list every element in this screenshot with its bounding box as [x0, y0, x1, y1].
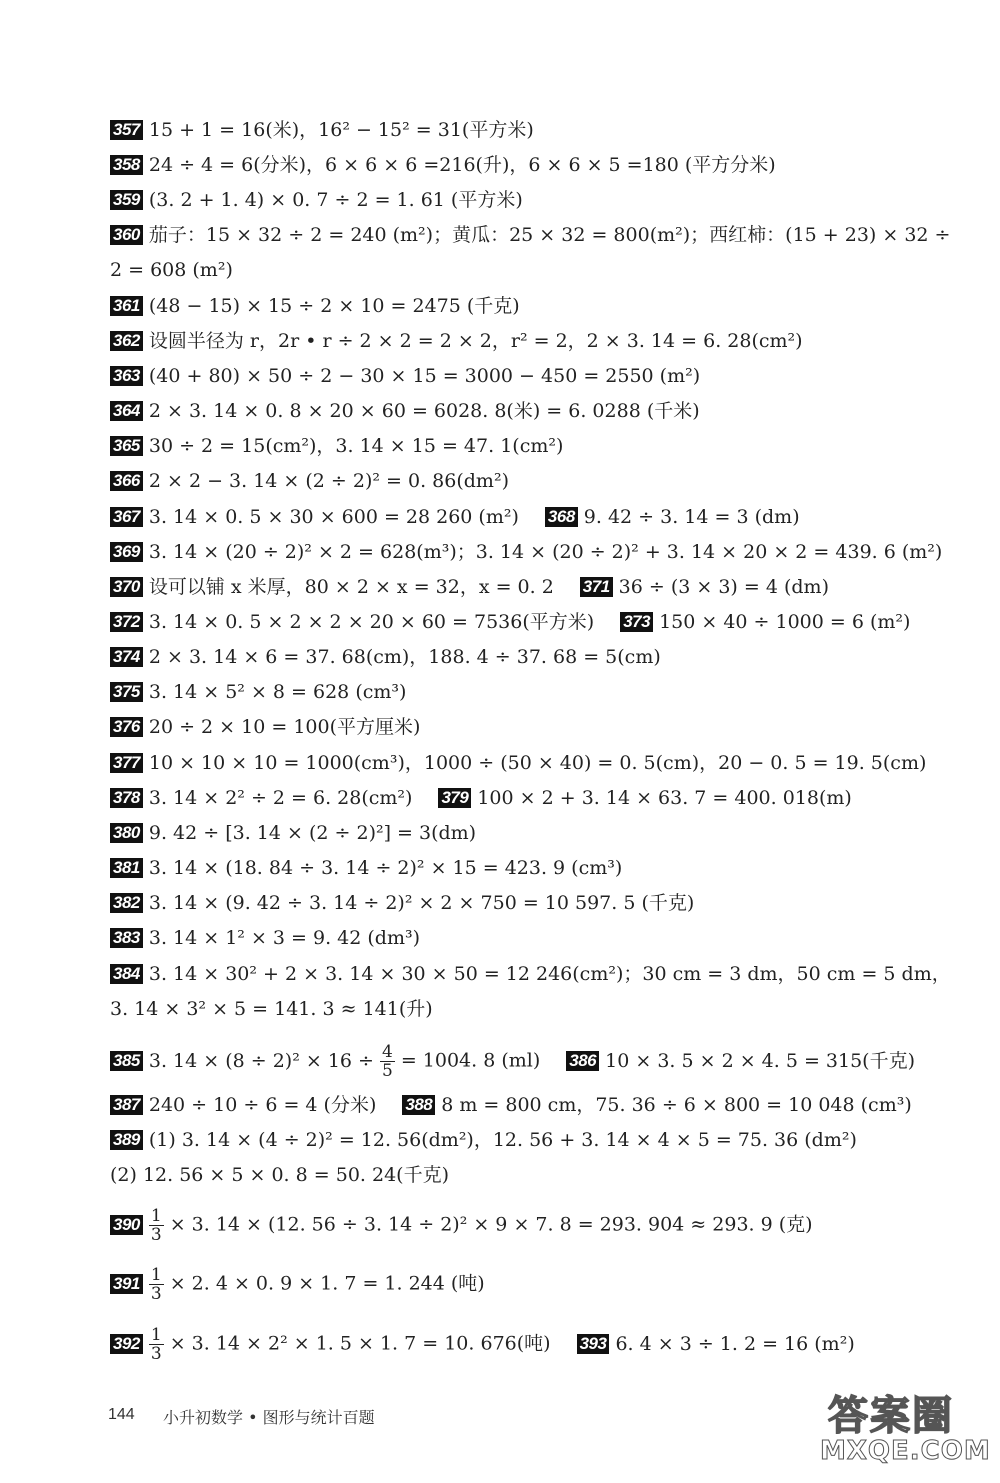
question-number-badge: 387 — [110, 1095, 143, 1115]
watermark-url: MXQE.COM — [820, 1436, 991, 1466]
answer-item — [566, 1048, 915, 1074]
answer-text: (48 − 15) × 15 ÷ 2 × 10 = 2475 (千克) — [148, 295, 520, 317]
answer-item — [110, 1127, 857, 1153]
answer-text: (2) 12. 56 × 5 × 0. 8 = 50. 24(千克) — [110, 1164, 449, 1186]
answer-line — [110, 855, 622, 881]
answer-item — [110, 468, 509, 494]
answer-item — [110, 750, 926, 776]
question-number-badge: 370 — [110, 577, 143, 597]
answer-text: 6. 4 × 3 ÷ 1. 2 = 16 (m²) — [615, 1332, 855, 1355]
answer-text: 24 ÷ 4 = 6(分米)，6 × 6 × 6 =216(升)，6 × 6 × 5 =180 (平方分米) — [148, 154, 776, 176]
answer-item — [110, 574, 554, 600]
question-number-badge: 374 — [110, 647, 143, 667]
answer-item — [110, 855, 622, 881]
answer-item — [110, 363, 700, 389]
answer-item — [110, 222, 950, 248]
question-number-badge: 375 — [110, 682, 143, 702]
answer-text: × 3. 14 × (12. 56 ÷ 3. 14 ÷ 2)² × 9 × 7. 8 = 293. 904 ≈ 293. 9 (克) — [169, 1213, 813, 1236]
answer-line — [110, 750, 926, 776]
answer-text: 30 ÷ 2 = 15(cm²)，3. 14 × 15 = 47. 1(cm²) — [148, 435, 564, 457]
answer-line — [110, 644, 661, 670]
answer-text: 36 ÷ (3 × 3) = 4 (dm) — [618, 576, 829, 598]
answer-item — [110, 257, 233, 283]
fraction-denominator: 3 — [150, 1284, 162, 1304]
question-number-badge: 362 — [110, 331, 143, 351]
answer-item — [110, 1092, 376, 1118]
question-number-badge: 357 — [110, 120, 143, 140]
answer-text-prefix: 3. 14 × (8 ÷ 2)² × 16 ÷ — [148, 1049, 374, 1072]
watermark-text: 答案圈 — [828, 1393, 954, 1439]
question-number-badge: 367 — [110, 507, 143, 527]
question-number-badge: 377 — [110, 753, 143, 773]
answer-line — [110, 820, 476, 846]
answer-text: 8 m = 800 cm，75. 36 ÷ 6 × 800 = 10 048 (cm³) — [441, 1094, 912, 1116]
question-number-badge: 369 — [110, 542, 143, 562]
answer-line — [110, 328, 803, 354]
answer-text: 3. 14 × (9. 42 ÷ 3. 14 ÷ 2)² × 2 × 750 = 10 597. 5 (千克) — [148, 892, 695, 914]
answer-text: × 2. 4 × 0. 9 × 1. 7 = 1. 244 (吨) — [169, 1272, 485, 1295]
answer-item — [110, 1043, 540, 1080]
answer-text: 设圆半径为 r，2r • r ÷ 2 × 2 = 2 × 2，r² = 2，2 × 3. 14 = 6. 28(cm²) — [148, 330, 803, 352]
answer-text: 3. 14 × 0. 5 × 30 × 600 = 28 260 (m²) — [148, 506, 519, 528]
question-number-badge: 390 — [110, 1215, 143, 1235]
answer-line — [110, 1162, 449, 1188]
answer-line — [110, 539, 942, 565]
answer-text: 150 × 40 ÷ 1000 = 6 (m²) — [659, 611, 911, 633]
answer-item — [110, 293, 520, 319]
answer-item — [110, 996, 433, 1022]
answer-item — [110, 925, 420, 951]
answer-line — [110, 1325, 855, 1364]
answer-item — [110, 539, 942, 565]
answer-text: 3. 14 × 0. 5 × 2 × 2 × 20 × 60 = 7536(平方米) — [148, 611, 595, 633]
question-number-badge: 359 — [110, 190, 143, 210]
answer-line — [110, 117, 534, 143]
answer-text: 茄子：15 × 32 ÷ 2 = 240 (m²)；黄瓜：25 × 32 = 800(m²)；西红柿：(15 + 23) × 32 ÷ — [148, 224, 951, 246]
answer-text: (40 + 80) × 50 ÷ 2 − 30 × 15 = 3000 − 450 = 2550 (m²) — [148, 365, 701, 387]
answer-text: 2 × 3. 14 × 6 = 37. 68(cm)，188. 4 ÷ 37. 68 = 5(cm) — [148, 646, 661, 668]
answer-line — [110, 609, 910, 635]
watermark-logo — [820, 1384, 990, 1474]
question-number-badge: 363 — [110, 366, 143, 386]
book-title: 小升初数学 • 图形与统计百题 — [163, 1408, 375, 1427]
answer-line — [110, 222, 950, 248]
answer-text: (1) 3. 14 × (4 ÷ 2)² = 12. 56(dm²)，12. 56 + 3. 14 × 4 × 5 = 75. 36 (dm²) — [148, 1129, 857, 1151]
answer-text: 10 × 3. 5 × 2 × 4. 5 = 315(千克) — [605, 1049, 916, 1072]
fraction-numerator: 4 — [381, 1042, 393, 1062]
answer-text: 20 ÷ 2 × 10 = 100(平方厘米) — [148, 716, 421, 738]
answer-text: × 3. 14 × 2² × 1. 5 × 1. 7 = 10. 676(吨) — [169, 1332, 551, 1355]
answer-item — [110, 187, 523, 213]
answer-item — [110, 433, 563, 459]
answer-item — [110, 820, 476, 846]
question-number-badge: 389 — [110, 1130, 143, 1150]
answer-text: (3. 2 + 1. 4) × 0. 7 ÷ 2 = 1. 61 (平方米) — [148, 189, 523, 211]
answer-item — [545, 504, 800, 530]
answer-text: 3. 14 × 5² × 8 = 628 (cm³) — [148, 681, 407, 703]
answer-item — [110, 714, 420, 740]
answer-line — [110, 257, 233, 283]
question-number-badge: 384 — [110, 964, 143, 984]
answer-text: 3. 14 × 30² + 2 × 3. 14 × 30 × 50 = 12 246(cm²)；30 cm = 3 dm，50 cm = 5 dm， — [148, 963, 951, 985]
fraction-numerator: 1 — [150, 1206, 162, 1226]
question-number-badge: 386 — [566, 1051, 599, 1071]
question-number-badge: 372 — [110, 612, 143, 632]
answer-line — [110, 468, 509, 494]
answer-line — [110, 961, 951, 987]
fraction-denominator: 3 — [150, 1225, 162, 1245]
question-number-badge: 385 — [110, 1051, 143, 1071]
answer-item — [110, 1266, 485, 1303]
answer-line — [110, 679, 406, 705]
answer-item — [577, 1331, 855, 1357]
answer-line — [110, 925, 420, 951]
fraction-denominator: 5 — [381, 1061, 393, 1081]
answer-item — [110, 1207, 813, 1244]
question-number-badge: 391 — [110, 1274, 143, 1294]
answer-line — [110, 293, 520, 319]
answer-text: 3. 14 × 2² ÷ 2 = 6. 28(cm²) — [148, 787, 413, 809]
fraction — [149, 1326, 164, 1363]
fraction — [149, 1207, 164, 1244]
page-number: 144 — [108, 1406, 135, 1423]
answer-item — [110, 117, 534, 143]
answer-text: 15 + 1 = 16(米)，16² − 15² = 31(平方米) — [148, 119, 534, 141]
answer-item — [110, 644, 661, 670]
question-number-badge: 382 — [110, 893, 143, 913]
answer-item — [110, 152, 776, 178]
answer-item — [438, 785, 851, 811]
answer-text: 9. 42 ÷ 3. 14 = 3 (dm) — [583, 506, 800, 528]
question-number-badge: 381 — [110, 858, 143, 878]
answer-text: 2 × 3. 14 × 0. 8 × 20 × 60 = 6028. 8(米) = 6. 0288 (千米) — [148, 400, 700, 422]
answer-line — [110, 187, 523, 213]
question-number-badge: 368 — [545, 507, 578, 527]
answer-text: 10 × 10 × 10 = 1000(cm³)，1000 ÷ (50 × 40) = 0. 5(cm)，20 − 0. 5 = 19. 5(cm) — [148, 752, 927, 774]
answer-text: 3. 14 × (20 ÷ 2)² × 2 = 628(m³)；3. 14 × (20 ÷ 2)² + 3. 14 × 20 × 2 = 439. 6 (m²) — [148, 541, 943, 563]
question-number-badge: 376 — [110, 717, 143, 737]
question-number-badge: 393 — [577, 1334, 610, 1354]
question-number-badge: 380 — [110, 823, 143, 843]
answer-text: 设可以铺 x 米厚，80 × 2 × x = 32，x = 0. 2 — [148, 576, 554, 598]
question-number-badge: 360 — [110, 225, 143, 245]
answer-line — [110, 714, 420, 740]
question-number-badge: 379 — [438, 788, 471, 808]
fraction — [149, 1266, 164, 1303]
answer-item — [110, 504, 519, 530]
answer-line — [110, 996, 433, 1022]
question-number-badge: 373 — [620, 612, 653, 632]
answer-item — [110, 679, 406, 705]
answer-line — [110, 785, 852, 811]
answer-text: 9. 42 ÷ [3. 14 × (2 ÷ 2)²] = 3(dm) — [148, 822, 477, 844]
answer-item — [402, 1092, 911, 1118]
answer-line — [110, 1206, 813, 1245]
question-number-badge: 371 — [580, 577, 613, 597]
fraction-denominator: 3 — [150, 1344, 162, 1364]
answer-item — [110, 785, 412, 811]
answer-line — [110, 1127, 857, 1153]
answer-item — [110, 398, 700, 424]
answer-text: 2 = 608 (m²) — [110, 259, 233, 281]
answer-item — [110, 609, 594, 635]
answer-line — [110, 574, 829, 600]
answer-line — [110, 504, 800, 530]
answer-line — [110, 152, 776, 178]
answer-text: 240 ÷ 10 ÷ 6 = 4 (分米) — [148, 1094, 377, 1116]
question-number-badge: 364 — [110, 401, 143, 421]
answer-item — [110, 961, 951, 987]
answer-text: 3. 14 × 3² × 5 = 141. 3 ≈ 141(升) — [110, 998, 433, 1020]
fraction-numerator: 1 — [150, 1265, 162, 1285]
answer-line — [110, 1092, 912, 1118]
question-number-badge: 378 — [110, 788, 143, 808]
answer-line — [110, 398, 700, 424]
answer-line — [110, 363, 700, 389]
answer-text: 2 × 2 − 3. 14 × (2 ÷ 2)² = 0. 86(dm²) — [148, 470, 509, 492]
answer-line — [110, 1265, 485, 1304]
answer-item — [110, 1162, 449, 1188]
answer-text: = 1004. 8 (ml) — [400, 1049, 541, 1072]
question-number-badge: 361 — [110, 296, 143, 316]
answer-item — [580, 574, 829, 600]
answer-text: 3. 14 × 1² × 3 = 9. 42 (dm³) — [148, 927, 421, 949]
question-number-badge: 388 — [402, 1095, 435, 1115]
fraction-numerator: 1 — [150, 1325, 162, 1345]
answer-line — [110, 433, 563, 459]
question-number-badge: 366 — [110, 471, 143, 491]
answer-item — [110, 890, 694, 916]
question-number-badge: 392 — [110, 1334, 143, 1354]
answer-text: 3. 14 × (18. 84 ÷ 3. 14 ÷ 2)² × 15 = 423. 9 (cm³) — [148, 857, 623, 879]
answer-line — [110, 1042, 916, 1081]
answer-item — [110, 1326, 551, 1363]
answer-item — [110, 328, 803, 354]
fraction — [380, 1043, 395, 1080]
question-number-badge: 365 — [110, 436, 143, 456]
question-number-badge: 383 — [110, 928, 143, 948]
answer-text: 100 × 2 + 3. 14 × 63. 7 = 400. 018(m) — [477, 787, 852, 809]
question-number-badge: 358 — [110, 155, 143, 175]
answer-item — [620, 609, 910, 635]
answer-line — [110, 890, 694, 916]
